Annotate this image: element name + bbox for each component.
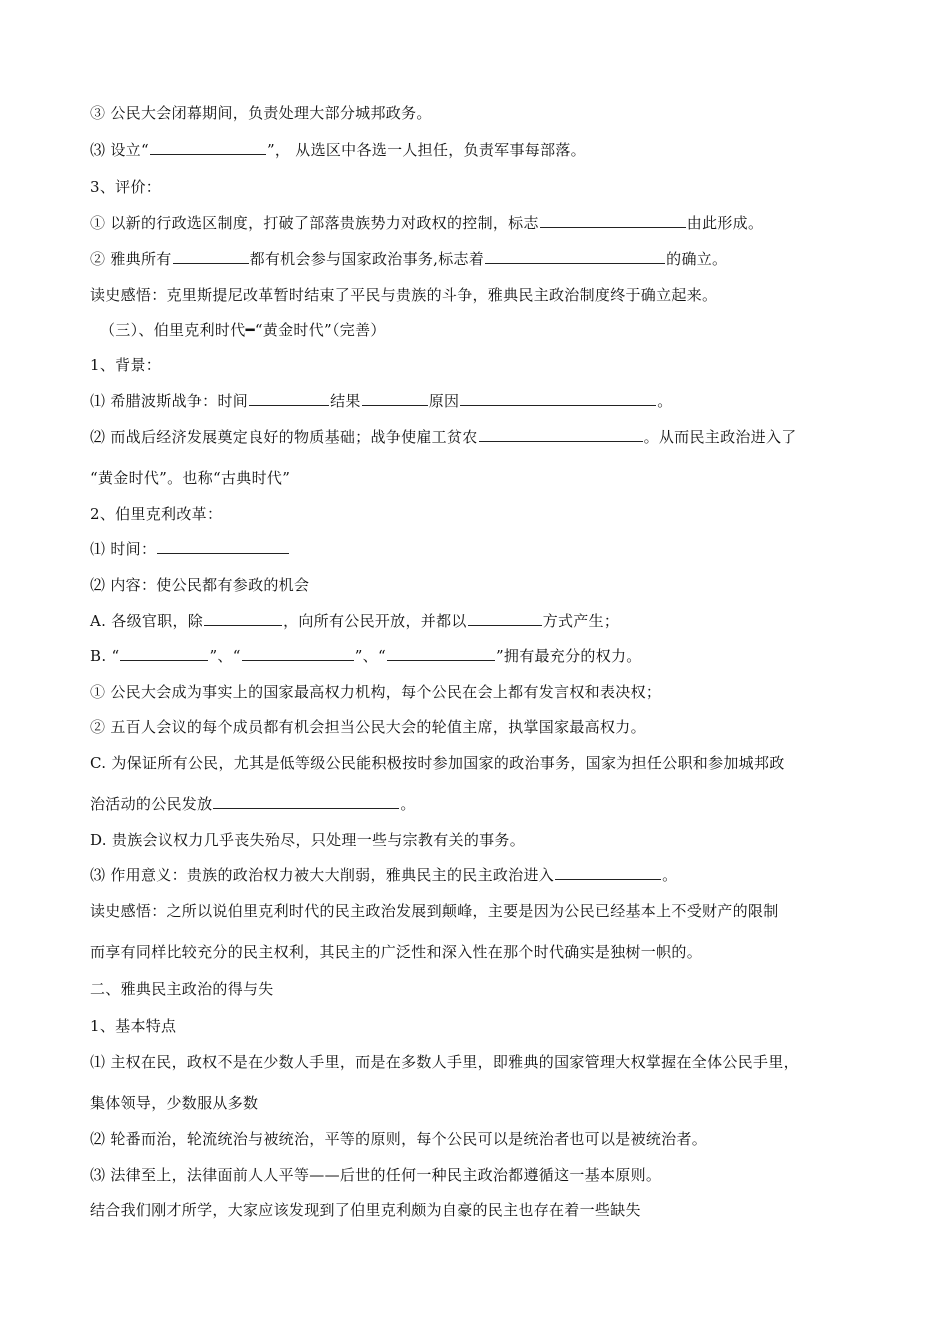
line-text: 由此形成。 [686, 214, 764, 232]
line-text: 。 [657, 392, 673, 410]
text-line: C. 为保证所有公民，尤其是低等级公民能积极按时参加国家的政治事务，国家为担任公职和参加城邦政 [90, 754, 785, 772]
line-text: 方式产生； [542, 612, 620, 630]
answer-blank[interactable] [362, 391, 428, 406]
text-line: ⑵ 内容：使公民都有参政的机会 [90, 576, 310, 594]
line-text: ，向所有公民开放，并都以 [283, 612, 467, 630]
fill-blank-line [90, 865, 677, 885]
line-text: 治活动的公民发放 [90, 795, 213, 813]
line-text: 原因 [428, 392, 460, 410]
section-heading: 1、背景： [90, 356, 162, 374]
text-line: ⑵ 轮番而治，轮流统治与被统治，平等的原则，每个公民可以是统治者也可以是被统治者。 [90, 1130, 708, 1148]
answer-blank[interactable] [540, 213, 686, 228]
line-text: 的确立。 [666, 250, 728, 268]
answer-blank[interactable] [479, 427, 643, 442]
fill-blank-line [90, 249, 727, 269]
answer-blank[interactable] [150, 140, 266, 155]
section-heading: 1、基本特点 [90, 1017, 177, 1035]
line-text: ② 雅典所有 [90, 250, 172, 268]
text-line: ⑶ 法律至上，法律面前人人平等——后世的任何一种民主政治都遵循这一基本原则。 [90, 1166, 662, 1184]
line-text: 。 [662, 866, 678, 884]
text-line: D. 贵族会议权力几乎丧失殆尽，只处理一些与宗教有关的事务。 [90, 831, 526, 849]
fill-blank-line [90, 539, 290, 559]
line-text: ⑵ 而战后经济发展奠定良好的物质基础；战争使雇工贫农 [90, 428, 478, 446]
line-text: ”、“ [354, 647, 386, 665]
text-line: “黄金时代”。也称“古典时代” [90, 469, 291, 487]
line-text: 。从而民主政治进入了 [643, 428, 797, 446]
answer-blank[interactable] [249, 391, 329, 406]
text-line: 读史感悟：克里斯提尼改革暂时结束了平民与贵族的斗争，雅典民主政治制度终于确立起来。 [90, 286, 718, 304]
answer-blank[interactable] [485, 249, 665, 264]
answer-blank[interactable] [468, 611, 542, 626]
text-line: 结合我们刚才所学，大家应该发现到了伯里克利颇为自豪的民主也存在着一些缺失 [90, 1201, 641, 1219]
line-text: B. “ [90, 647, 120, 665]
answer-blank[interactable] [242, 646, 354, 661]
answer-blank[interactable] [213, 794, 399, 809]
answer-blank[interactable] [387, 646, 495, 661]
line-text: ”、“ [209, 647, 241, 665]
text-line: 读史感悟：之所以说伯里克利时代的民主政治发展到颠峰，主要是因为公民已经基本上不受财产的限制 [90, 902, 779, 920]
line-text: A. 各级官职，除 [90, 612, 204, 630]
fill-blank-line [90, 427, 797, 447]
answer-blank[interactable] [157, 539, 289, 554]
line-text: 结果 [330, 392, 361, 410]
line-text: ⑴ 希腊波斯战争：时间 [90, 392, 249, 410]
line-text: 都有机会参与国家政治事务,标志着 [249, 250, 485, 268]
fill-blank-line [90, 794, 416, 814]
answer-blank[interactable] [120, 646, 208, 661]
answer-blank[interactable] [555, 865, 661, 880]
line-text: ⑶ 作用意义：贵族的政治权力被大大削弱，雅典民主的民主政治进入 [90, 866, 555, 884]
line-text: 。 [400, 795, 416, 813]
text-line: ② 五百人会议的每个成员都有机会担当公民大会的轮值主席，执掌国家最高权力。 [90, 718, 646, 736]
line-text: ① 以新的行政选区制度，打破了部落贵族势力对政权的控制，标志 [90, 214, 539, 232]
answer-blank[interactable] [173, 249, 249, 264]
line-text: ⑴ 时间： [90, 540, 157, 558]
text-line: ① 公民大会成为事实上的国家最高权力机构，每个公民在会上都有发言权和表决权； [90, 683, 662, 701]
text-line: ③ 公民大会闭幕期间，负责处理大部分城邦政务。 [90, 104, 432, 122]
text-line: 集体领导，少数服从多数 [90, 1094, 259, 1112]
fill-blank-line [90, 140, 586, 160]
section-heading: 3、评价： [90, 178, 162, 196]
answer-blank[interactable] [204, 611, 282, 626]
fill-blank-line [90, 213, 763, 233]
answer-blank[interactable] [460, 391, 656, 406]
section-heading: （三）、伯里克利时代━“黄金时代”（完善） [100, 321, 386, 339]
line-text: ”拥有最充分的权力。 [495, 647, 642, 665]
text-line: 而享有同样比较充分的民主权利，其民主的广泛性和深入性在那个时代确实是独树一帜的。 [90, 943, 703, 961]
fill-blank-line [90, 646, 642, 666]
fill-blank-line [90, 391, 673, 411]
section-heading: 二、雅典民主政治的得与失 [90, 980, 274, 998]
line-text: ⑶ 设立“ [90, 141, 149, 159]
line-text: ”， 从选区中各选一人担任，负责军事每部落。 [266, 141, 586, 159]
fill-blank-line [90, 611, 619, 631]
section-heading: 2、伯里克利改革： [90, 505, 223, 523]
text-line: ⑴ 主权在民，政权不是在少数人手里，而是在多数人手里，即雅典的国家管理大权掌握在全体公民手里， [90, 1053, 799, 1071]
